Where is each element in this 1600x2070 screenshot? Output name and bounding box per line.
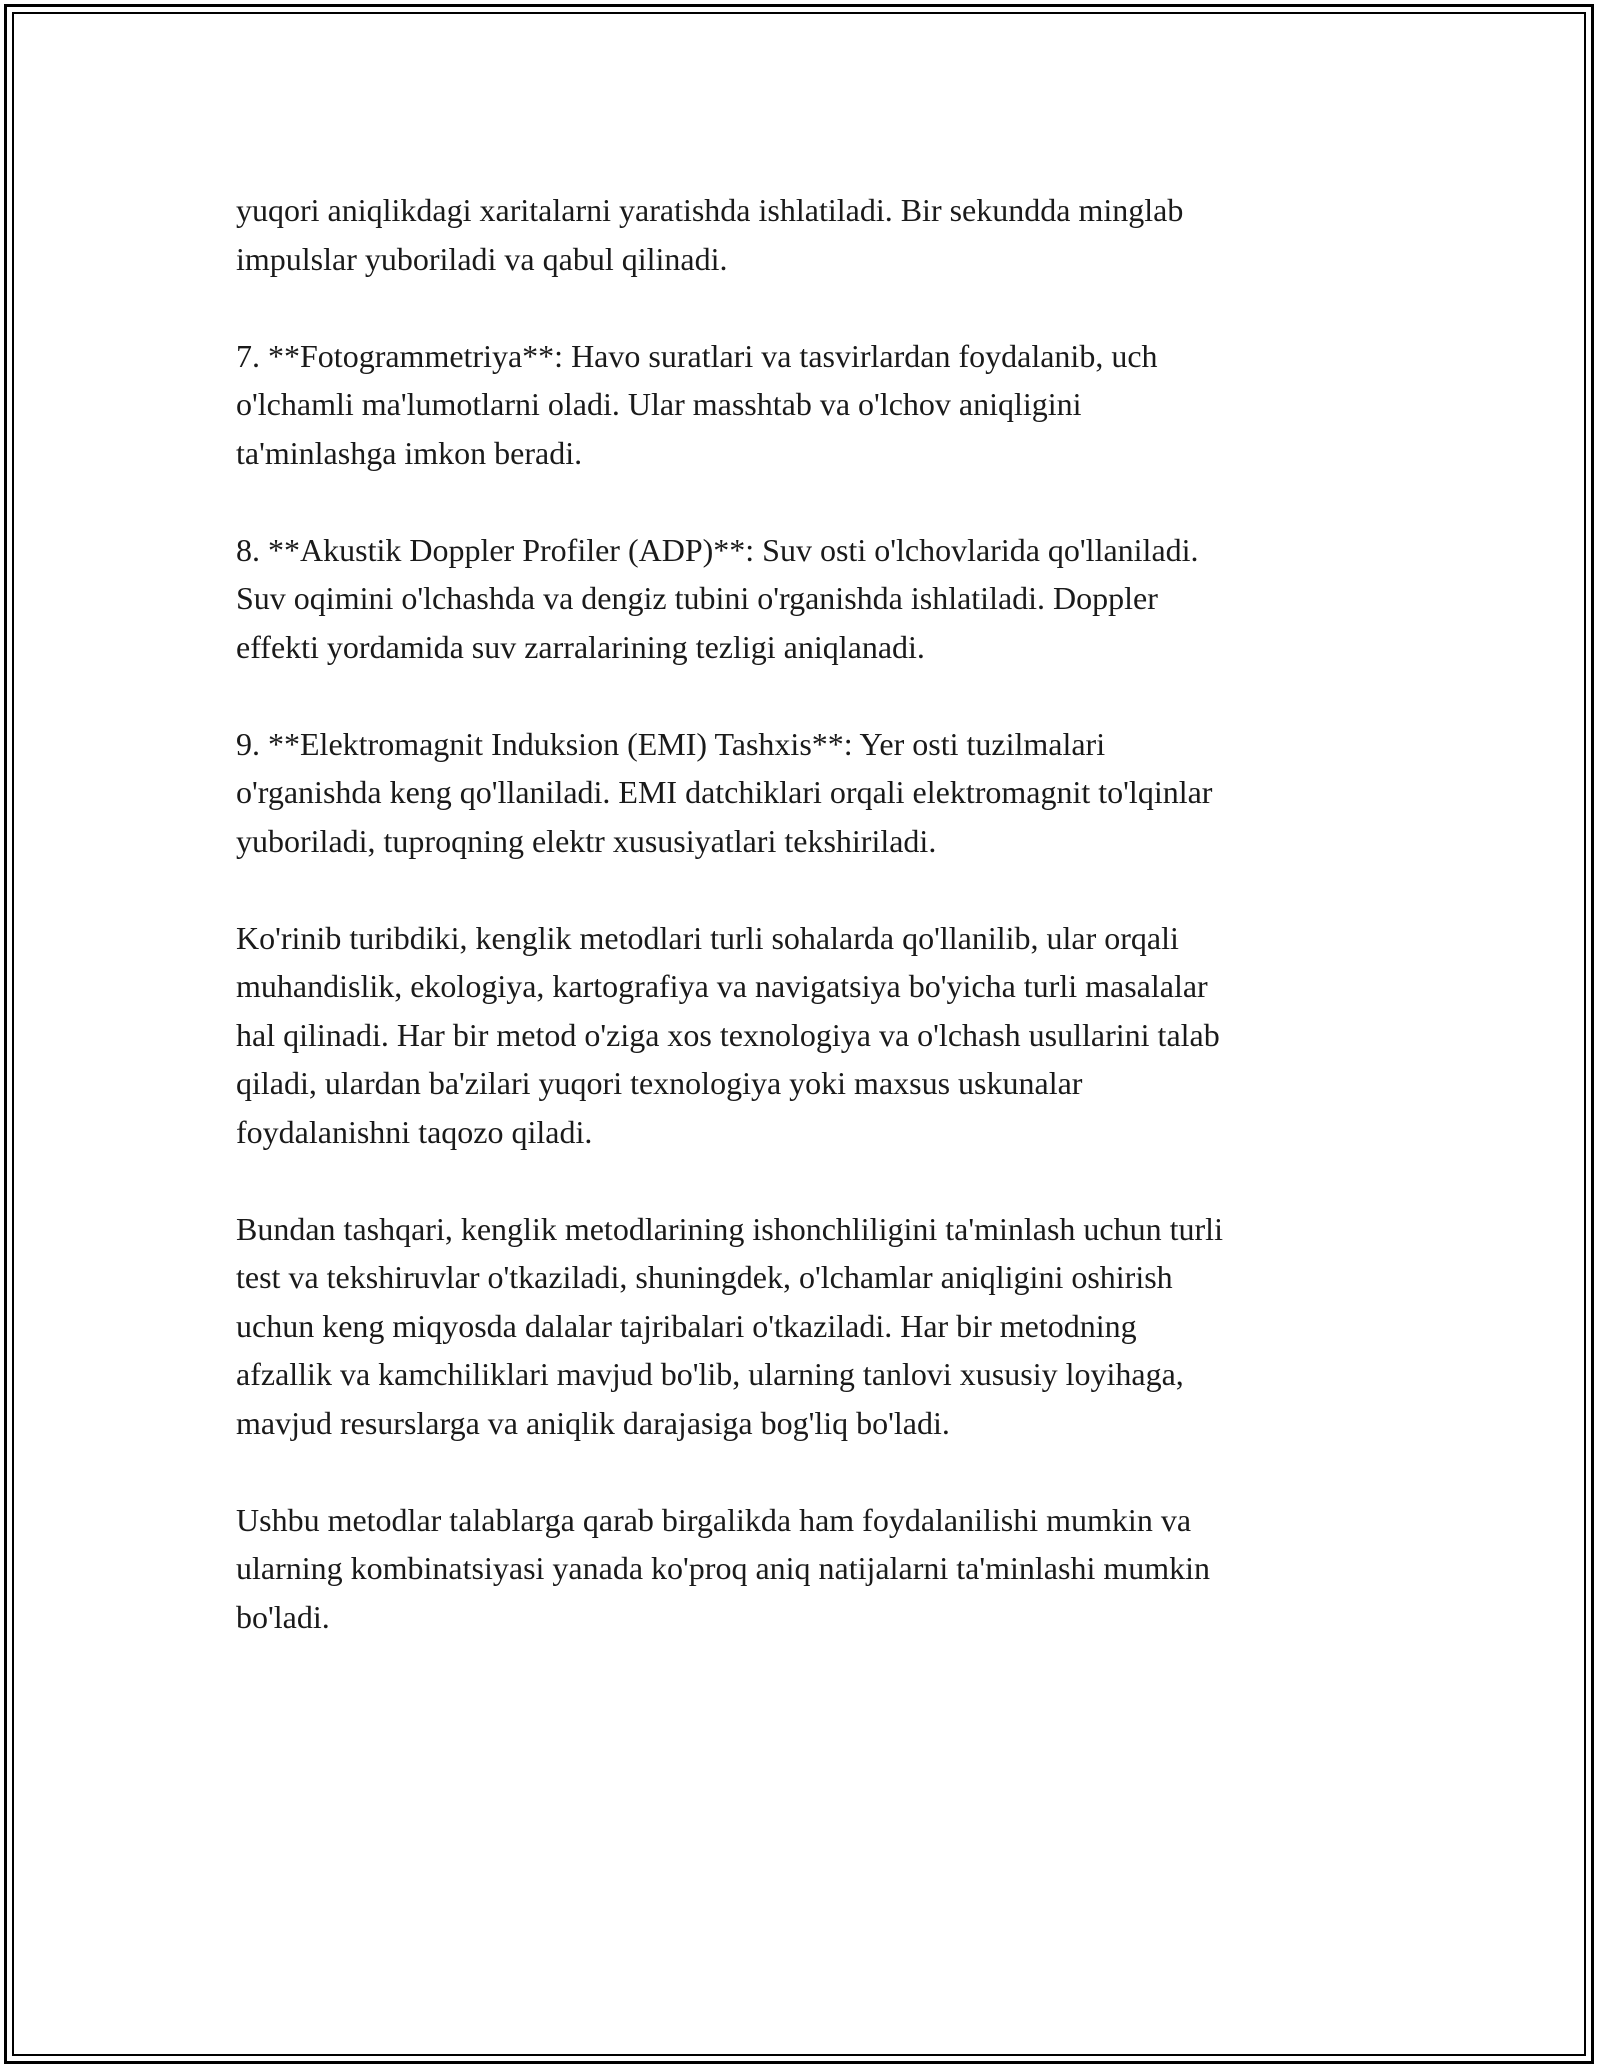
paragraph-item-8-adp: 8. **Akustik Doppler Profiler (ADP)**: Suv osti o'lchovlarida qo'llaniladi. Suv oqimini o'lchashda va dengiz tubini o'rganishda ishlatiladi. Doppler effekti yordamida suv zarralarining tezligi aniqlanadi. xyxy=(236,531,1199,665)
document-body xyxy=(236,186,1376,1641)
paragraph-lidar-continuation: yuqori aniqlikdagi xaritalarni yaratishda ishlatiladi. Bir sekundda minglab impulslar yuboriladi va qabul qilinadi. xyxy=(236,192,1184,277)
paragraph-conclusion: Ushbu metodlar talablarga qarab birgalikda ham foydalanilishi mumkin va ularning kombinatsiyasi yanada ko'proq aniq natijalarni ta'minlashi mumkin bo'ladi. xyxy=(236,1501,1210,1635)
paragraph-item-9-emi: 9. **Elektromagnit Induksion (EMI) Tashxis**: Yer osti tuzilmalari o'rganishda keng qo'llaniladi. EMI datchiklari orqali elektromagnit to'lqinlar yuboriladi, tuproqning elektr xususiyatlari tekshiriladi. xyxy=(236,725,1213,859)
paragraph-summary: Ko'rinib turibdiki, kenglik metodlari turli sohalarda qo'llanilib, ular orqali muhandislik, ekologiya, kartografiya va navigatsiya bo'yicha turli masalalar hal qilinadi. Har bir metod o'ziga xos texnologiya va o'lchash usullarini talab qiladi, ulardan ba'zilari yuqori texnologiya yoki maxsus uskunalar foydalanishni taqozo qiladi. xyxy=(236,919,1220,1150)
paragraph-item-7-fotogrammetriya: 7. **Fotogrammetriya**: Havo suratlari va tasvirlardan foydalanib, uch o'lchamli ma'lumotlarni oladi. Ular masshtab va o'lchov aniqligini ta'minlashga imkon beradi. xyxy=(236,337,1158,471)
paragraph-reliability: Bundan tashqari, kenglik metodlarining ishonchliligini ta'minlash uchun turli test va tekshiruvlar o'tkaziladi, shuningdek, o'lchamlar aniqligini oshirish uchun keng miqyosda dalalar tajribalari o'tkaziladi. Har bir metodning afzallik va kamchiliklari mavjud bo'lib, ularning tanlovi xususiy loyihaga, mavjud resurslarga va aniqlik darajasiga bog'liq bo'ladi. xyxy=(236,1210,1223,1441)
